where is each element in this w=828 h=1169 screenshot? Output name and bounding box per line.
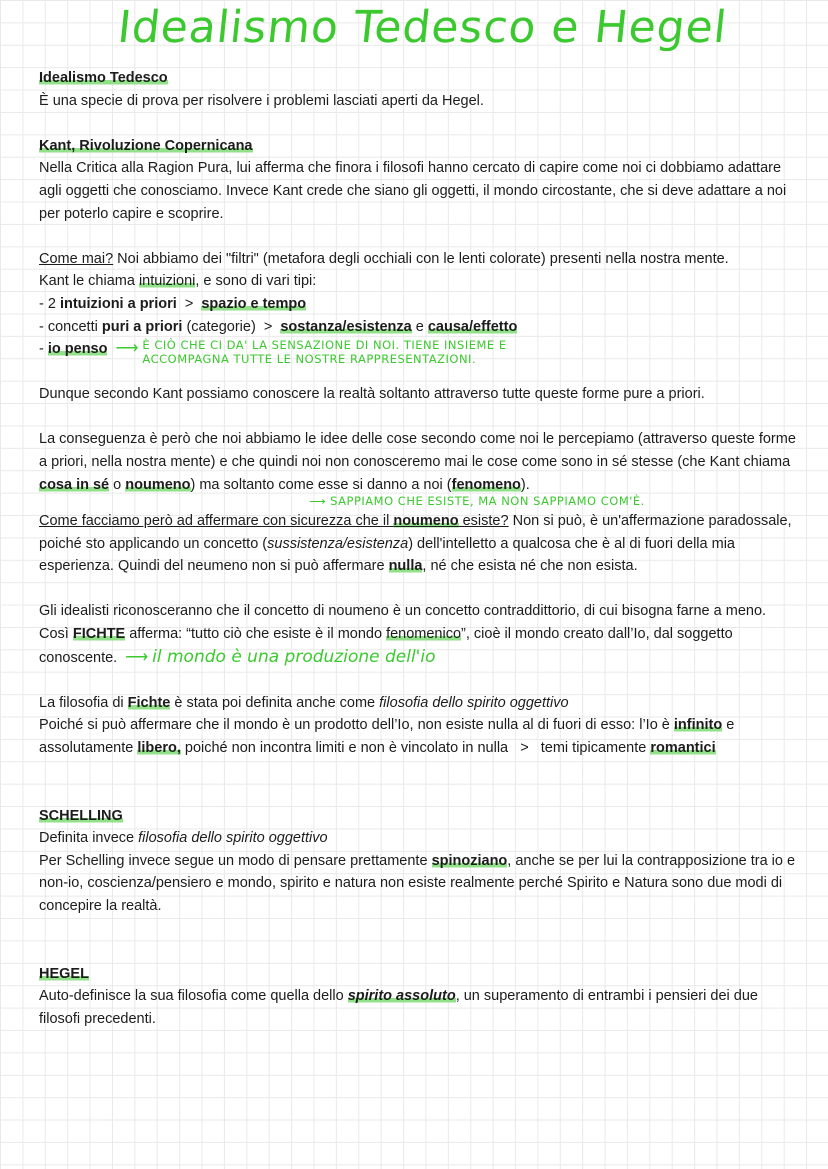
paragraph: È una specie di prova per risolvere i problemi lasciati aperti da Hegel.	[39, 92, 484, 109]
handwritten-note: È CIÒ CHE CI DA' LA SENSAZIONE DI NOI. TIENE INSIEME E	[142, 338, 507, 353]
paragraph: Definita invece filosofia dello spirito oggettivo	[39, 830, 328, 847]
paragraph: Dunque secondo Kant possiamo conoscere la realtà soltanto attraverso tutte queste forme pure a priori.	[39, 386, 705, 403]
paragraph: Poiché si può affermare che il mondo è un prodotto dell’Io, non esiste nulla al di fuori di esso: l’Io è infinito e assolutamente libero, poiché non incontra limiti e non è vincolato in nulla > temi tipicamente romantici	[39, 717, 735, 757]
handwritten-note: il mondo è una produzione dell'io	[152, 646, 436, 667]
paragraph: Gli idealisti riconosceranno che il concetto di noumeno è un concetto contraddittorio, di cui bisogna farne a meno. Così FICHTE afferma: “tutto ciò che esiste è il mondo fenomenico”, cioè il mondo creato dall’Io, dal soggetto conoscente. ⟶ il mondo è una produzione dell'io	[39, 603, 767, 667]
paragraph: Come facciamo però ad affermare con sicurezza che il noumeno esiste? Non si può, è un'affermazione paradossale, poiché sto applicando un concetto (sussistenza/esistenza) dell'intelletto a qualcosa che è al di fuori della mia esperienza. Quindi del neumeno non si può affermare nulla, né che esista né che non esista.	[39, 513, 792, 575]
arrow-icon: ⟶	[115, 340, 139, 358]
section-heading-hegel: HEGEL	[39, 965, 89, 982]
paragraph: Kant le chiama intuizioni, e sono di vari tipi:	[39, 273, 317, 290]
paragraph: Come mai? Noi abbiamo dei "filtri" (metafora degli occhiali con le lenti colorate) presenti nella nostra mente.	[39, 250, 729, 267]
section-heading-kant: Kant, Rivoluzione Copernicana	[39, 137, 253, 154]
notes-body	[39, 67, 799, 1030]
paragraph: La conseguenza è però che noi abbiamo le idee delle cose secondo come noi le percepiamo (attraverso queste forme a priori, nella nostra mente) e che quindi noi non conosceremo mai le cose come sono in sé stesse (che Kant chiama cosa in sé o noumeno) ma soltanto come esse si danno a noi (fenomeno).	[39, 431, 796, 493]
list-item: - io penso ⟶ È CIÒ CHE CI DA' LA SENSAZIONE DI NOI. TIENE INSIEME E ACCOMPAGNA TUTTE LE NOSTRE RAPPRESENTAZIONI.	[39, 338, 507, 367]
section-heading-idealismo: Idealismo Tedesco	[39, 70, 168, 86]
section-heading-schelling: SCHELLING	[39, 807, 123, 824]
paragraph: Nella Critica alla Ragion Pura, lui afferma che finora i filosofi hanno cercato di capire come noi ci dobbiamo adattare agli oggetti che conosciamo. Invece Kant crede che siano gli oggetti, il mondo circostante, che si deve adattare a noi per poterlo capire e scoprire.	[39, 160, 787, 222]
list-item: - concetti puri a priori (categorie) > sostanza/esistenza e causa/effetto	[39, 318, 518, 335]
paragraph: Auto-definisce la sua filosofia come quella dello spirito assoluto, un superamento di entrambi i pensieri dei due filosofi precedenti.	[39, 988, 758, 1027]
list-item: - 2 intuizioni a priori > spazio e tempo	[39, 295, 307, 312]
arrow-icon: ⟶	[309, 494, 326, 509]
paragraph: La filosofia di Fichte è stata poi definita anche come filosofia dello spirito oggettivo	[39, 694, 569, 711]
arrow-icon: ⟶	[125, 648, 149, 666]
paragraph: Per Schelling invece segue un modo di pensare prettamente spinoziano, anche se per lui la contrapposizione tra io e non-io, coscienza/pensiero e mondo, spirito e natura non esiste realmente perché Spirito e Natura sono due modi di concepire la realtà.	[39, 852, 796, 914]
handwritten-note: ACCOMPAGNA TUTTE LE NOSTRE RAPPRESENTAZIONI.	[142, 352, 477, 367]
handwritten-note: ⟶ SAPPIAMO CHE ESISTE, MA NON SAPPIAMO COM'È.	[309, 494, 645, 509]
page-title: Idealismo Tedesco e Hegel	[115, 2, 730, 53]
